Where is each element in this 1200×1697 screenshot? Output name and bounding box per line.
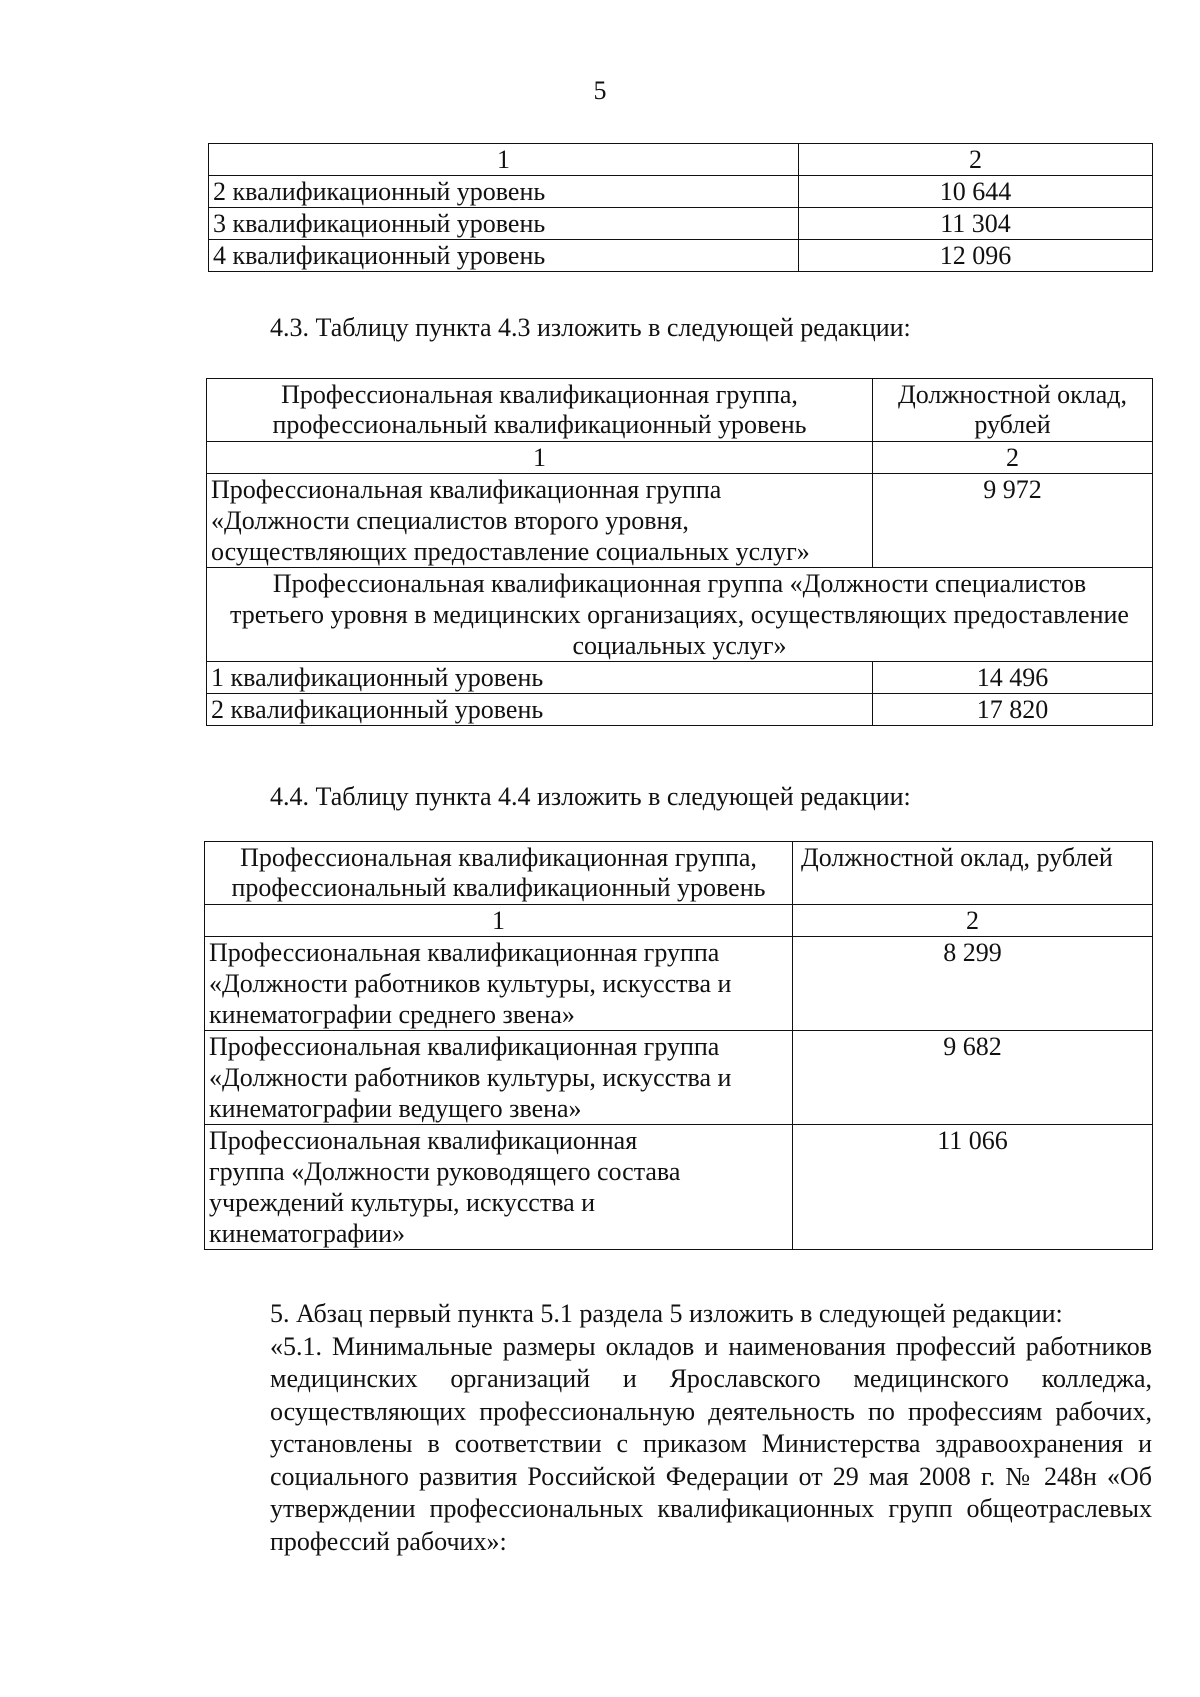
section-5-quote: «5.1. Минимальные размеры окладов и наименования профессий работников медицинских организаций и Ярославского медицинского колледжа, осуществляющих профессиональную деятельность по профессиям рабочих, установлены в соответствии с приказом Министерства здравоохранения и социального развития Российской Федерации от 29 мая 2008 г. № 248н «Об утверждении профессиональных квалификационных групп общеотраслевых профессий рабочих»:: [270, 1331, 1152, 1556]
heading-4-3: 4.3. Таблицу пункта 4.3 изложить в следующей редакции:: [270, 313, 911, 342]
column-number: 1: [209, 144, 799, 176]
heading-4-4: 4.4. Таблицу пункта 4.4 изложить в следующей редакции:: [270, 782, 911, 811]
group-label: Профессиональная квалификационная группа «Должности работников культуры, искусства и кинематографии ведущего звена»: [205, 1031, 793, 1125]
table-4-3: [206, 378, 1153, 726]
table-row: [205, 937, 1153, 1031]
table-row: [209, 176, 1153, 208]
section-5-lead: 5. Абзац первый пункта 5.1 раздела 5 изложить в следующей редакции:: [270, 1299, 1063, 1328]
salary-value: 11 304: [799, 208, 1153, 240]
header-group-level: Профессиональная квалификационная группа, профессиональный квалификационный уровень: [207, 379, 873, 442]
level-label: 3 квалификационный уровень: [209, 208, 799, 240]
table-row: [209, 240, 1153, 272]
table-row: [209, 144, 1153, 176]
level-label: 2 квалификационный уровень: [207, 694, 873, 726]
level-label: 2 квалификационный уровень: [209, 176, 799, 208]
table-row: [207, 694, 1153, 726]
salary-value: 12 096: [799, 240, 1153, 272]
header-group-level: Профессиональная квалификационная группа, профессиональный квалификационный уровень: [205, 842, 793, 905]
table-row: [207, 442, 1153, 474]
salary-value: 14 496: [873, 662, 1153, 694]
column-number: 2: [873, 442, 1153, 474]
salary-value: 9 972: [873, 474, 1153, 568]
column-number: 1: [205, 905, 793, 937]
header-salary: Должностной оклад, рублей: [793, 842, 1153, 905]
table-row: [207, 474, 1153, 568]
header-salary: Должностной оклад, рублей: [873, 379, 1153, 442]
table-row: [207, 662, 1153, 694]
group-label: Профессиональная квалификационная группа «Должности специалистов второго уровня, осуществляющих предоставление социальных услуг»: [207, 474, 873, 568]
salary-value: 17 820: [873, 694, 1153, 726]
table-4-4: [204, 841, 1153, 1250]
group-label: Профессиональная квалификационная группа «Должности работников культуры, искусства и кинематографии среднего звена»: [205, 937, 793, 1031]
group-label: Профессиональная квалификационная группа «Должности руководящего состава учреждений культуры, искусства и кинематографии»: [205, 1125, 793, 1250]
column-number: 2: [793, 905, 1153, 937]
table-continued: [208, 143, 1153, 272]
table-row: [207, 568, 1153, 662]
table-header-row: [207, 379, 1153, 442]
salary-value: 8 299: [793, 937, 1153, 1031]
level-label: 4 квалификационный уровень: [209, 240, 799, 272]
table-row: [205, 905, 1153, 937]
group-title: Профессиональная квалификационная группа «Должности специалистов третьего уровня в медицинских организациях, осуществляющих предоставление социальных услуг»: [207, 568, 1153, 662]
page-number: 5: [593, 76, 607, 105]
column-number: 2: [799, 144, 1153, 176]
salary-value: 9 682: [793, 1031, 1153, 1125]
salary-value: 11 066: [793, 1125, 1153, 1250]
table-row: [205, 1125, 1153, 1250]
table-row: [205, 1031, 1153, 1125]
level-label: 1 квалификационный уровень: [207, 662, 873, 694]
table-header-row: [205, 842, 1153, 905]
column-number: 1: [207, 442, 873, 474]
table-row: [209, 208, 1153, 240]
section-5: [200, 1298, 1152, 1558]
salary-value: 10 644: [799, 176, 1153, 208]
